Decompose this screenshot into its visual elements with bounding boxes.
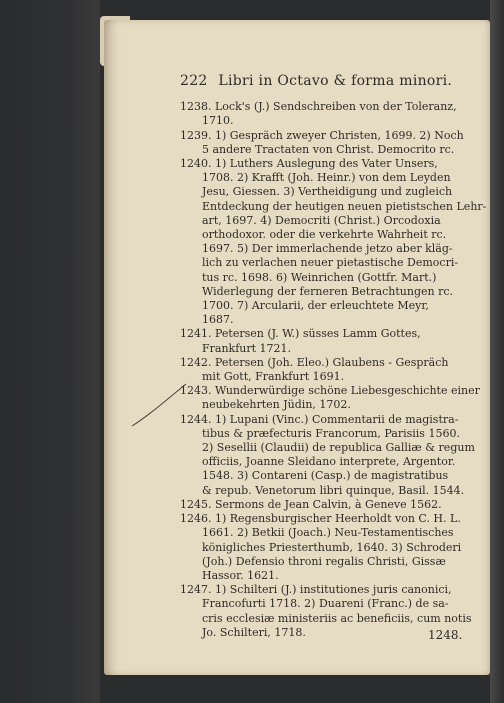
entry-line: art, 1697. 4) Democriti (Christ.) Orcodoxia — [202, 213, 441, 227]
catalog-entry — [180, 498, 480, 512]
entry-line: 1661. 2) Betkii (Joach.) Neu-Testamentisches — [202, 526, 454, 540]
entry-line: mit Gott, Frankfurt 1691. — [202, 370, 345, 384]
catalog-entries — [180, 100, 487, 640]
entry-line: 5 andere Tractaten von Christ. Democrito rc. — [202, 142, 455, 156]
entry-line: 1238. Lock's (J.) Sendschreiben von der Toleranz, — [180, 100, 457, 114]
catalog-entry — [180, 413, 480, 498]
entry-line: (Joh.) Defensio throni regalis Christi, Gissæ — [202, 554, 446, 568]
entry-line: 1246. 1) Regensburgischer Heerholdt von C. H. L. — [180, 512, 461, 526]
entry-line: 1244. 1) Lupani (Vinc.) Commentarii de magistra- — [180, 412, 459, 426]
entry-line: 1242. Petersen (Joh. Eleo.) Glaubens - Gespräch — [180, 355, 449, 369]
entry-line: 1687. — [202, 313, 234, 327]
entry-line: 1247. 1) Schilteri (J.) institutiones juris canonici, — [180, 583, 452, 597]
entry-line: Frankfurt 1721. — [202, 341, 292, 355]
page-number: 222 — [180, 73, 208, 89]
entry-line: Francofurti 1718. 2) Duareni (Franc.) de sa- — [202, 597, 449, 611]
entry-line: 1710. — [202, 114, 234, 128]
entry-line: 1700. 7) Arcularii, der erleuchtete Meyr, — [202, 299, 429, 313]
catalog-entry — [180, 384, 480, 412]
catalog-entry — [180, 129, 480, 157]
entry-line: 1243. Wunderwürdige schöne Liebesgeschichte einer — [180, 384, 480, 398]
entry-line: tibus & præfecturis Francorum, Parisiis 1560. — [202, 426, 460, 440]
entry-line: & repub. Venetorum libri quinque, Basil. 1544. — [202, 483, 465, 497]
catalog-entry — [180, 327, 480, 355]
running-title: Libri in Octavo & forma minori. — [218, 73, 453, 89]
entry-line: Widerlegung der ferneren Betrachtungen rc. — [202, 284, 454, 298]
entry-line: 2) Sesellii (Claudii) de republica Galliæ & regum — [202, 441, 475, 455]
entry-line: cris ecclesiæ ministeriis ac beneficiis, cum notis — [202, 611, 472, 625]
entry-line: Hassor. 1621. — [202, 568, 279, 582]
entry-line: 1697. 5) Der immerlachende jetzo aber kläg- — [202, 242, 453, 256]
entry-line: 1708. 2) Krafft (Joh. Heinr.) von dem Leyden — [202, 171, 451, 185]
catalog-entry — [180, 512, 480, 583]
book-cover-left — [0, 0, 100, 703]
entry-line: lich zu verlachen neuer pietastische Democri- — [202, 256, 459, 270]
catalog-entry — [180, 157, 487, 327]
entry-line: Entdeckung der heutigen neuen pietistschen Lehr- — [202, 199, 487, 213]
entry-line: 1245. Sermons de Jean Calvin, à Geneve 1562. — [180, 497, 442, 511]
entry-line: 1240. 1) Luthers Auslegung des Vater Unsers, — [180, 157, 438, 171]
page-text — [180, 73, 487, 640]
entry-line: orthodoxor. oder die verkehrte Wahrheit rc. — [202, 228, 447, 242]
entry-line: tus rc. 1698. 6) Weinrichen (Gottfr. Mart.) — [202, 270, 437, 284]
catalog-entry — [180, 356, 480, 384]
entry-line: neubekehrten Jüdin, 1702. — [202, 398, 351, 412]
entry-line: 1241. Petersen (J. W.) süsses Lamm Gottes, — [180, 327, 421, 341]
entry-line: 1548. 3) Contareni (Casp.) de magistratibus — [202, 469, 449, 483]
entry-line: Jo. Schilteri, 1718. — [202, 625, 306, 639]
entry-line: officiis, Joanne Sleidano interprete, Argentor. — [202, 455, 456, 469]
entry-line: Jesu, Giessen. 3) Vertheidigung und zugleich — [202, 185, 453, 199]
catchword: 1248. — [428, 628, 463, 642]
book-cover-right — [490, 0, 504, 703]
entry-line: königliches Priesterthumb, 1640. 3) Schroderi — [202, 540, 462, 554]
running-header — [180, 74, 480, 88]
entry-line: 1239. 1) Gespräch zweyer Christen, 1699. 2) Noch — [180, 128, 464, 142]
catalog-entry — [180, 100, 480, 128]
